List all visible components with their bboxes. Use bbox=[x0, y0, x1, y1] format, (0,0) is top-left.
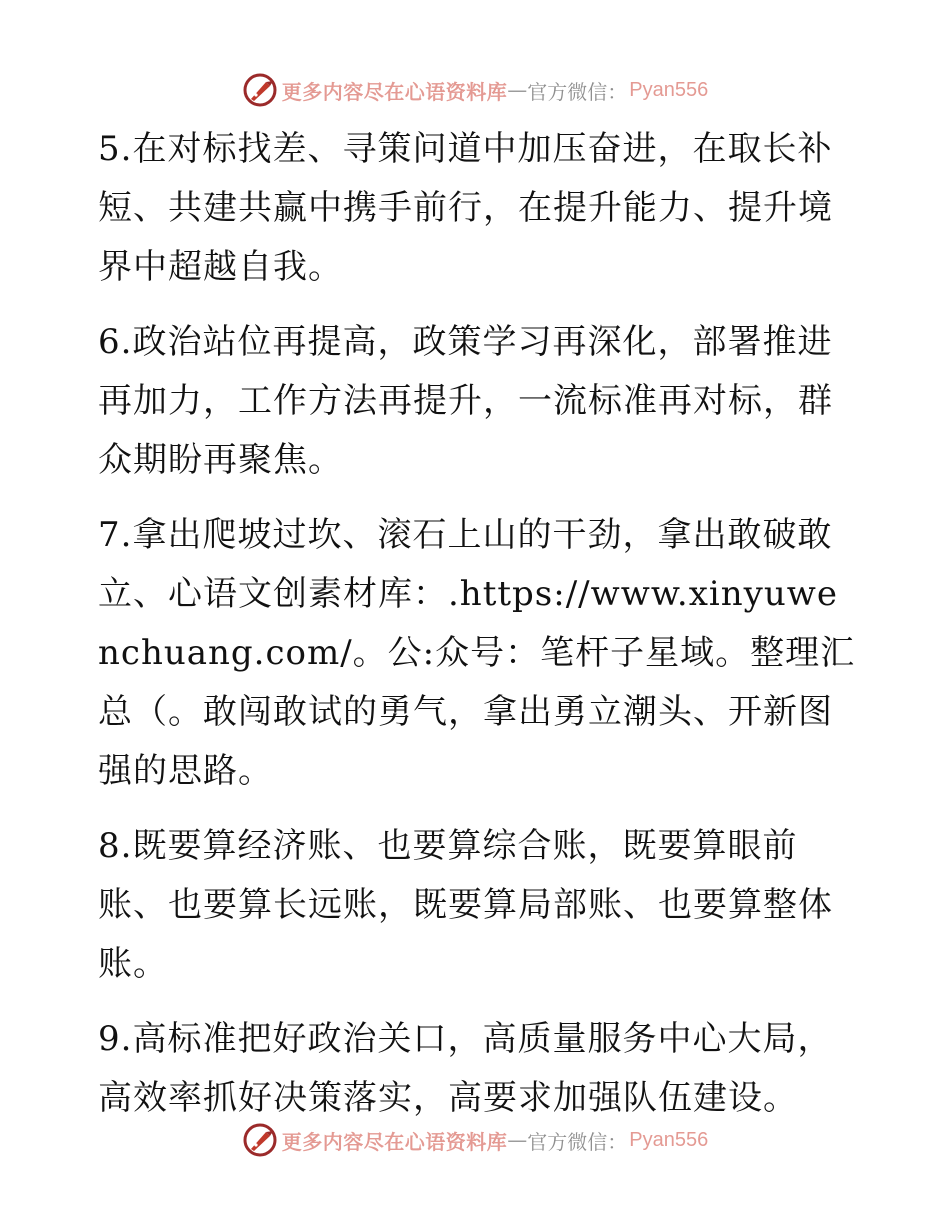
header-site-text: 更多内容尽在心语资料库 bbox=[281, 79, 508, 104]
pen-nib-logo-icon bbox=[242, 1122, 278, 1158]
footer-site-text: 更多内容尽在心语资料库 bbox=[281, 1129, 508, 1154]
pen-nib-logo-icon bbox=[242, 72, 278, 108]
paragraph-5: 5.在对标找差、寻策问道中加压奋进，在取长补短、共建共赢中携手前行，在提升能力、提升境界中超越自我。 bbox=[98, 129, 833, 287]
paragraph-7: 7.拿出爬坡过坎、滚石上山的干劲，拿出敢破敢立、心语文创素材库：.https://www.xinyuwenchuang.com/。公:众号：笔杆子星域。整理汇总（。敢闯敢试的勇气，拿出勇立潮头、开新图强的思路。 bbox=[98, 515, 856, 791]
header-separator: — bbox=[507, 78, 528, 102]
paragraph-6: 6.政治站位再提高，政策学习再深化，部署推进再加力，工作方法再提升，一流标准再对标，群众期盼再聚焦。 bbox=[98, 322, 833, 480]
header-watermark bbox=[0, 68, 950, 112]
header-wechat-label: 官方微信： bbox=[527, 79, 628, 104]
header-wechat-id: Pyan556 bbox=[629, 78, 709, 101]
document-body bbox=[98, 120, 858, 1144]
footer-wechat-label: 官方微信： bbox=[527, 1129, 628, 1154]
footer-watermark bbox=[0, 1118, 950, 1162]
paragraph-8: 8.既要算经济账、也要算综合账，既要算眼前账、也要算长远账，既要算局部账、也要算整体账。 bbox=[98, 826, 833, 984]
footer-wechat-id: Pyan556 bbox=[629, 1128, 709, 1151]
footer-separator: — bbox=[507, 1128, 528, 1152]
paragraph-9: 9.高标准把好政治关口，高质量服务中心大局，高效率抓好决策落实，高要求加强队伍建设。 bbox=[98, 1019, 833, 1118]
